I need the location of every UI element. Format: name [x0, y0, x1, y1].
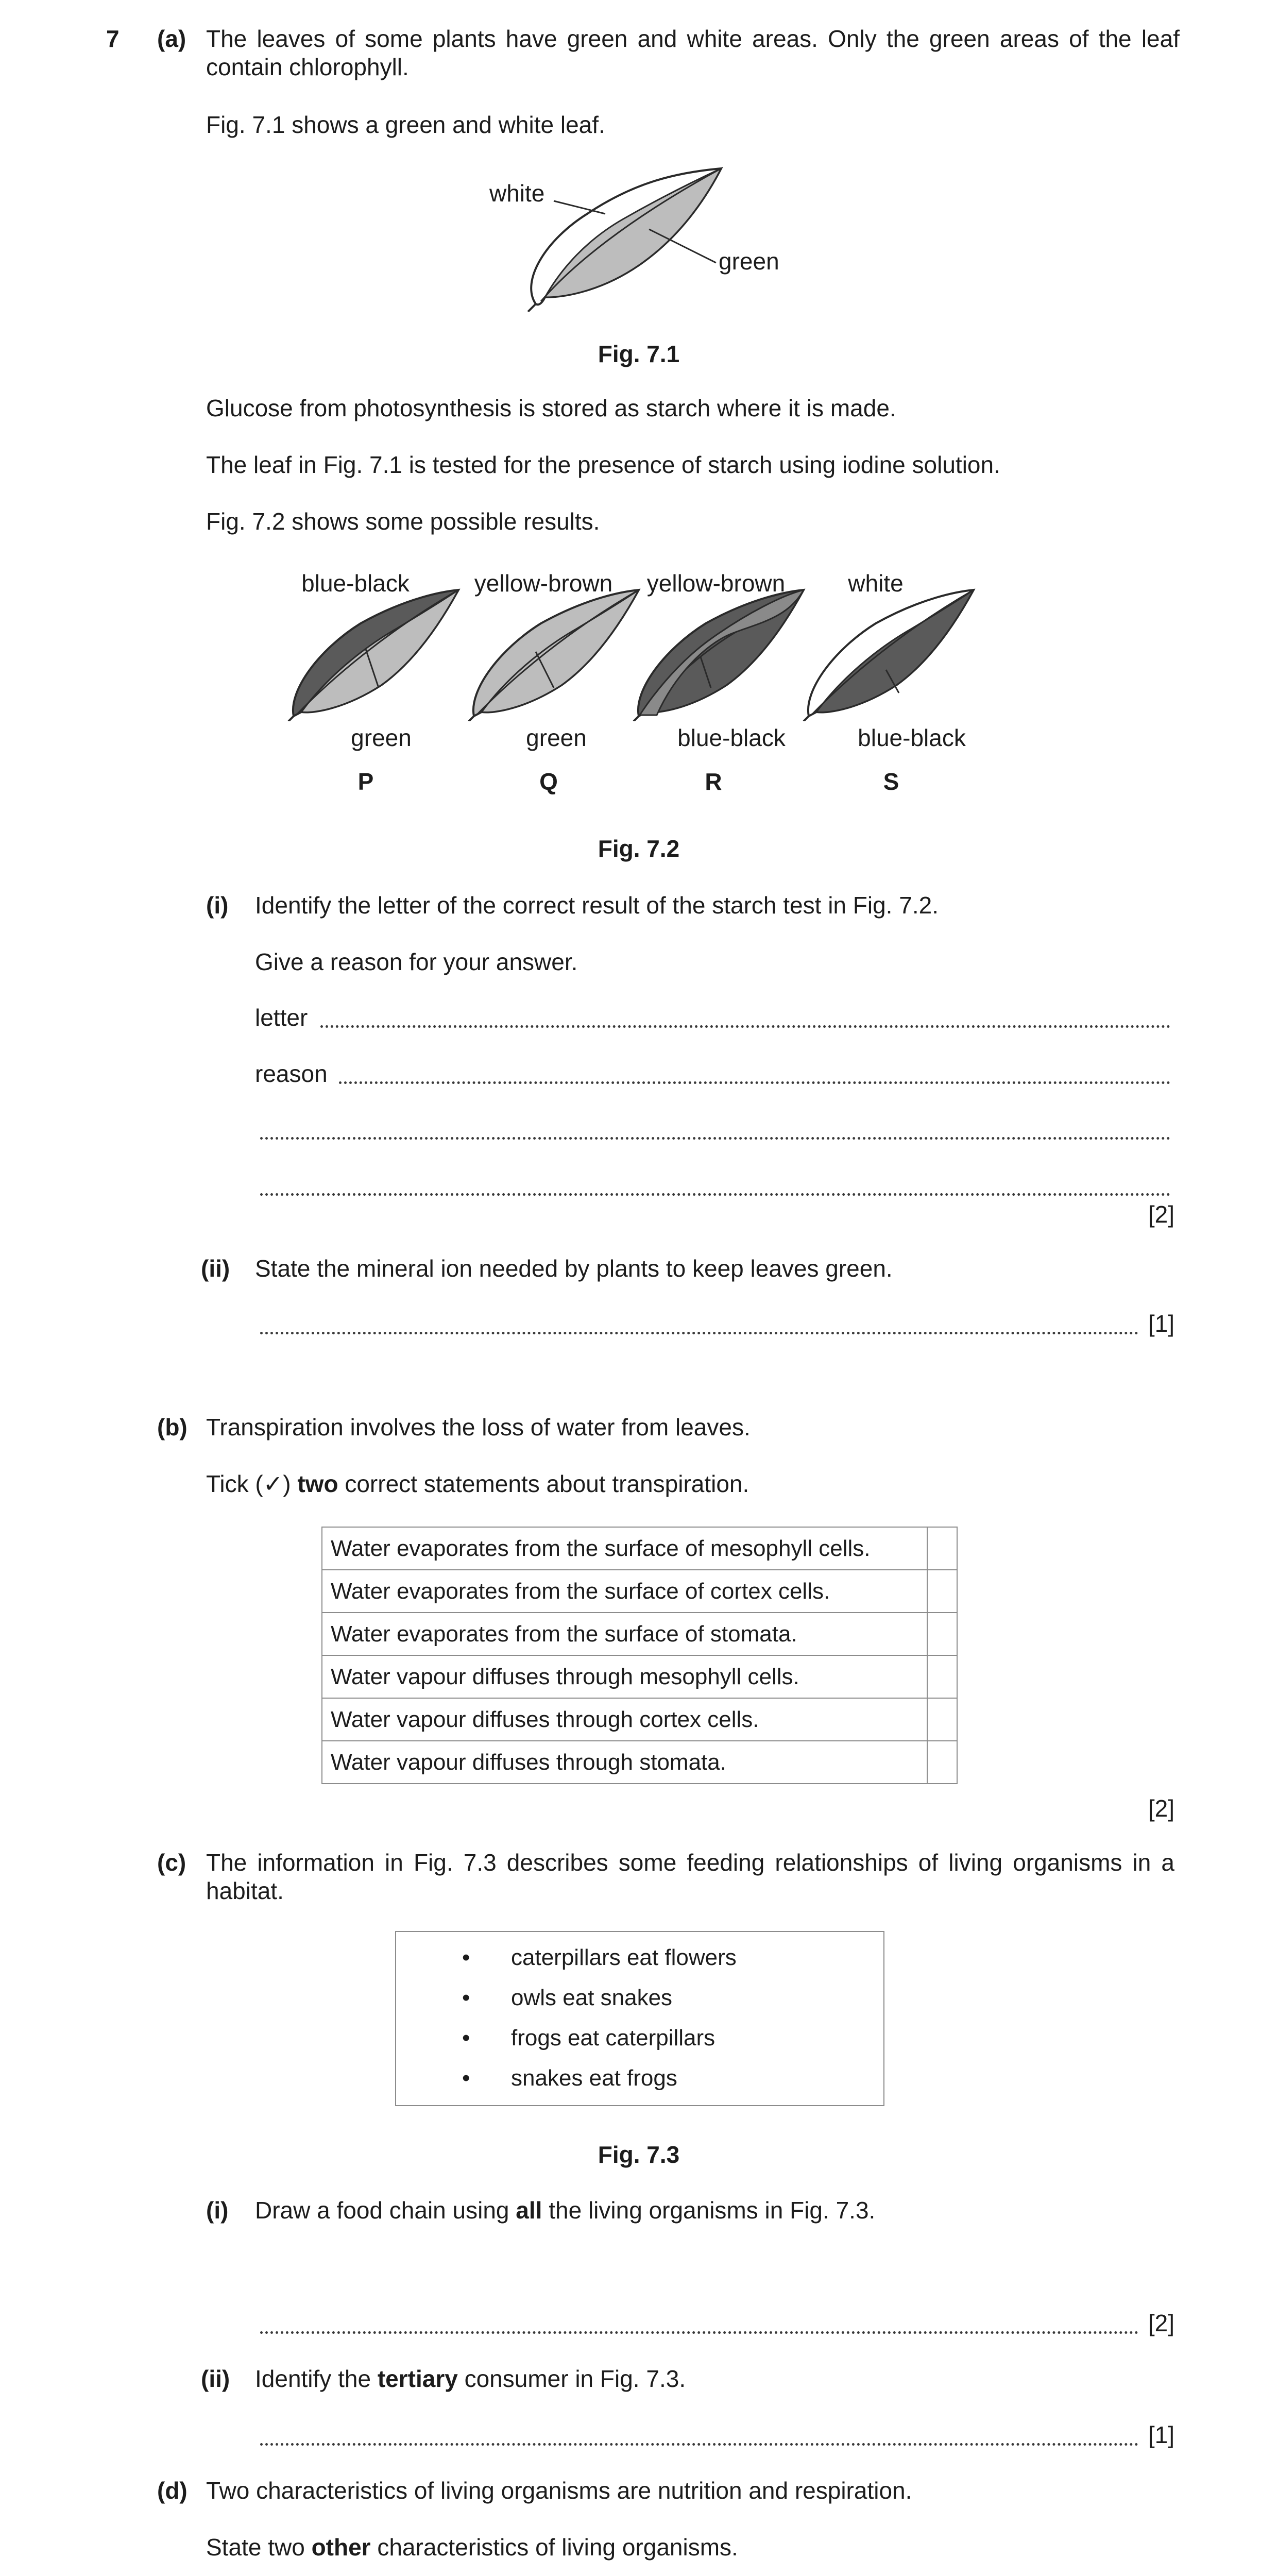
reason-label: reason [255, 1060, 328, 1087]
glucose-text: Glucose from photosynthesis is stored as starch where it is made. [206, 395, 896, 421]
part-a-i-reason-prompt: Give a reason for your answer. [255, 948, 578, 975]
part-a-intro-line2: contain chlorophyll. [206, 54, 409, 80]
fig72-leaf-p [288, 590, 458, 721]
part-b-intro: Transpiration involves the loss of water from leaves. [206, 1414, 751, 1440]
fig72-letter-s: S [883, 768, 899, 795]
table-row [322, 1613, 957, 1655]
fig73-item-text: snakes eat frogs [511, 2065, 677, 2091]
letter-label: letter [255, 1004, 308, 1031]
part-c-i-label: (i) [206, 2197, 229, 2224]
q-pre: Identify the [255, 2365, 378, 2392]
fig72-leaf-q [469, 590, 639, 721]
fig73-caption: Fig. 7.3 [598, 2141, 680, 2168]
part-b-marks: [2] [1148, 1795, 1174, 1822]
table-row [322, 1741, 957, 1784]
q-bold: other [311, 2534, 371, 2561]
bullet: • [462, 2065, 470, 2091]
part-b-label: (b) [157, 1414, 188, 1440]
part-d-intro: Two characteristics of living organisms are nutrition and respiration. [206, 2477, 912, 2504]
fig72-leaf-r [634, 590, 804, 721]
part-c-i-question [255, 2196, 875, 2224]
q-bold: all [516, 2197, 542, 2224]
q-post: consumer in Fig. 7.3. [457, 2365, 686, 2392]
fig72-letter-r: R [705, 768, 722, 795]
transpiration-table [321, 1527, 958, 1784]
fig72-leaves-diagram [278, 587, 979, 721]
fig72-r-top-label: yellow-brown [646, 570, 786, 597]
question-number: 7 [106, 25, 120, 52]
part-c-ii-question [255, 2365, 686, 2393]
part-c-ii-marks: [1] [1148, 2421, 1174, 2448]
tick-box[interactable] [927, 1570, 957, 1613]
fig71-label-green: green [719, 248, 779, 275]
tick-box[interactable] [927, 1698, 957, 1741]
part-c-i-marks: [2] [1148, 2310, 1174, 2336]
fig72-r-bottom-label: blue-black [677, 724, 786, 751]
fig72-p-bottom-label: green [351, 724, 412, 751]
fig71-label-white: white [489, 180, 545, 207]
reason-answer-line-1[interactable] [339, 1081, 1170, 1084]
q-pre: Draw a food chain using [255, 2197, 516, 2224]
fig72-leaf-s [804, 590, 974, 721]
q-bold: tertiary [377, 2365, 458, 2392]
part-a-i-label: (i) [206, 892, 229, 919]
fig72-q-top-label: yellow-brown [474, 570, 613, 597]
fig72-letter-q: Q [539, 768, 558, 795]
fig72-s-bottom-label: blue-black [858, 724, 966, 751]
tick-box[interactable] [927, 1655, 957, 1698]
table-row [322, 1698, 957, 1741]
fig73-item-text: owls eat snakes [511, 1985, 673, 2010]
table-row [322, 1570, 957, 1613]
tick-bold: two [297, 1470, 338, 1497]
statement-cell: Water vapour diffuses through stomata. [322, 1741, 927, 1784]
tick-box[interactable] [927, 1613, 957, 1655]
part-c-label: (c) [157, 1849, 186, 1876]
fig71-stalk [528, 304, 536, 312]
fig72-q-bottom-label: green [526, 724, 587, 751]
q-post: the living organisms in Fig. 7.3. [542, 2197, 876, 2224]
q-post: characteristics of living organisms. [370, 2534, 738, 2561]
part-c-intro-line2: habitat. [206, 1877, 284, 1904]
bullet: • [462, 2025, 470, 2050]
part-a-ii-label: (ii) [201, 1255, 230, 1282]
fig73-item-text: caterpillars eat flowers [511, 1945, 737, 1970]
statement-cell: Water vapour diffuses through cortex cells. [322, 1698, 927, 1741]
part-b-instruction [206, 1470, 749, 1498]
statement-cell: Water evaporates from the surface of stomata. [322, 1613, 927, 1655]
fig72-p-top-label: blue-black [301, 570, 410, 597]
statement-cell: Water evaporates from the surface of cortex cells. [322, 1570, 927, 1613]
food-chain-answer-line[interactable] [260, 2331, 1138, 2334]
fig71-caption: Fig. 7.1 [598, 341, 680, 367]
reason-answer-line-2[interactable] [260, 1137, 1170, 1140]
table-row [322, 1527, 957, 1570]
part-a-i-marks: [2] [1148, 1201, 1174, 1228]
part-a-ii-answer-line[interactable] [260, 1332, 1138, 1334]
part-a-intro-line1: The leaves of some plants have green and white areas. Only the green areas of the leaf [206, 25, 1180, 52]
part-a-ii-marks: [1] [1148, 1310, 1174, 1337]
part-a-i-question: Identify the letter of the correct result of the starch test in Fig. 7.2. [255, 892, 939, 919]
statement-cell: Water vapour diffuses through mesophyll cells. [322, 1655, 927, 1698]
tick-post: correct statements about transpiration. [338, 1470, 749, 1497]
bullet: • [462, 1985, 470, 2010]
fig73-item-text: frogs eat caterpillars [511, 2025, 715, 2050]
reason-answer-line-3[interactable] [260, 1193, 1170, 1196]
tick-box[interactable] [927, 1741, 957, 1784]
part-d-question [206, 2533, 738, 2561]
part-a-ii-question: State the mineral ion needed by plants to keep leaves green. [255, 1255, 893, 1282]
part-a-intro [206, 25, 1180, 81]
bullet: • [462, 1945, 470, 1970]
fig72-letter-p: P [357, 768, 374, 795]
fig71-intro: Fig. 7.1 shows a green and white leaf. [206, 111, 605, 138]
table-row [322, 1655, 957, 1698]
tertiary-consumer-answer-line[interactable] [260, 2443, 1138, 2446]
fig72-intro: Fig. 7.2 shows some possible results. [206, 508, 600, 535]
starch-test-text: The leaf in Fig. 7.1 is tested for the presence of starch using iodine solution. [206, 451, 1000, 478]
part-c-intro [206, 1849, 1174, 1905]
tick-box[interactable] [927, 1527, 957, 1570]
part-a-label: (a) [157, 25, 186, 52]
statement-cell: Water evaporates from the surface of mesophyll cells. [322, 1527, 927, 1570]
fig72-caption: Fig. 7.2 [598, 835, 680, 862]
fig72-s-top-label: white [848, 570, 904, 597]
part-d-label: (d) [157, 2477, 188, 2504]
part-c-ii-label: (ii) [201, 2365, 230, 2392]
tick-pre: Tick (✓) [206, 1470, 298, 1497]
part-c-intro-line1: The information in Fig. 7.3 describes some feeding relationships of living organisms in a [206, 1849, 1174, 1876]
q-pre: State two [206, 2534, 312, 2561]
letter-answer-line[interactable] [320, 1025, 1170, 1028]
